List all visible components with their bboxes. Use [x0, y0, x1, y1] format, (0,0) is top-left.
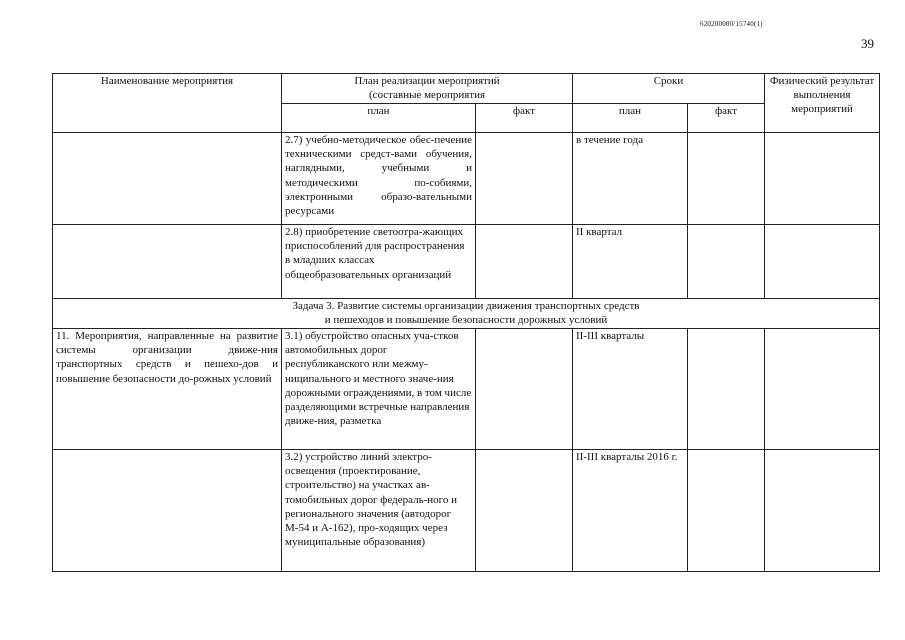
- term-fact-cell: [688, 329, 765, 450]
- term-fact-cell: [688, 225, 765, 299]
- subheader-terms-fact: факт: [688, 104, 765, 133]
- table-row: [53, 225, 880, 299]
- subheader-fact: факт: [476, 104, 573, 133]
- header-plan-line1: План реализации мероприятий: [354, 75, 500, 87]
- result-cell: [765, 329, 880, 450]
- term-plan-cell: II квартал: [573, 225, 688, 299]
- result-cell: [765, 133, 880, 225]
- task-3-line2: и пешеходов и повышение безопасности дорожных условий: [324, 314, 608, 327]
- header-activity-name: Наименование мероприятия: [53, 74, 282, 133]
- activities-table: [52, 73, 880, 572]
- activity-cell: [53, 225, 282, 299]
- fact-cell: [476, 450, 573, 572]
- fact-cell: [476, 225, 573, 299]
- header-physical-result: Физический результат выполнения мероприятий: [765, 74, 880, 133]
- activity-cell: [53, 450, 282, 572]
- subheader-terms-plan: план: [573, 104, 688, 133]
- plan-cell: 2.8) приобретение светоотра-жающих приспособлений для распространения в младших классах общеобразовательных организаций: [282, 225, 476, 299]
- term-plan-cell: II-III кварталы: [573, 329, 688, 450]
- activity-cell: 11. Мероприятия, направленные на развитие системы организации движе-ния транспортных средств и пешехо-дов и повышение безопасности до-рожных условий: [53, 329, 282, 450]
- task-3-heading: [53, 299, 880, 329]
- term-plan-cell: II-III кварталы 2016 г.: [573, 450, 688, 572]
- plan-cell: 3.2) устройство линий электро-освещения (проектирование, строительство) на участках ав-томобильных дорог федераль-ного и регионального значения (автодорог М-54 и А-162), про-ходящих через муниципальные образования): [282, 450, 476, 572]
- result-cell: [765, 450, 880, 572]
- table-row: [53, 133, 880, 225]
- activity-cell: [53, 133, 282, 225]
- subheader-plan: план: [282, 104, 476, 133]
- result-cell: [765, 225, 880, 299]
- term-plan-cell: в течение года: [573, 133, 688, 225]
- page-number: 39: [861, 36, 874, 51]
- header-plan: [282, 74, 573, 104]
- header-plan-line2: (составные мероприятия: [368, 89, 486, 102]
- plan-cell: 3.1) обустройство опасных уча-стков автомобильных дорог республиканского или межму-ниципального и местного значе-ния дорожными ограждениями, в том числе разделяющими встречные направления движе-ния, разметка: [282, 329, 476, 450]
- term-fact-cell: [688, 133, 765, 225]
- fact-cell: [476, 133, 573, 225]
- task-3-line1: Задача 3. Развитие системы организации движения транспортных средств: [292, 300, 640, 312]
- term-fact-cell: [688, 450, 765, 572]
- fact-cell: [476, 329, 573, 450]
- document-code: 620200080/15740(1): [700, 20, 763, 28]
- table-row: [53, 450, 880, 572]
- header-row: [53, 74, 880, 104]
- task-row: [53, 299, 880, 329]
- table-row: [53, 329, 880, 450]
- plan-cell: 2.7) учебно-методическое обес-печение техническими средст-вами обучения, наглядными, учебными и методическими по-собиями, электронными образо-вательными ресурсами: [282, 133, 476, 225]
- header-terms: Сроки: [573, 74, 765, 104]
